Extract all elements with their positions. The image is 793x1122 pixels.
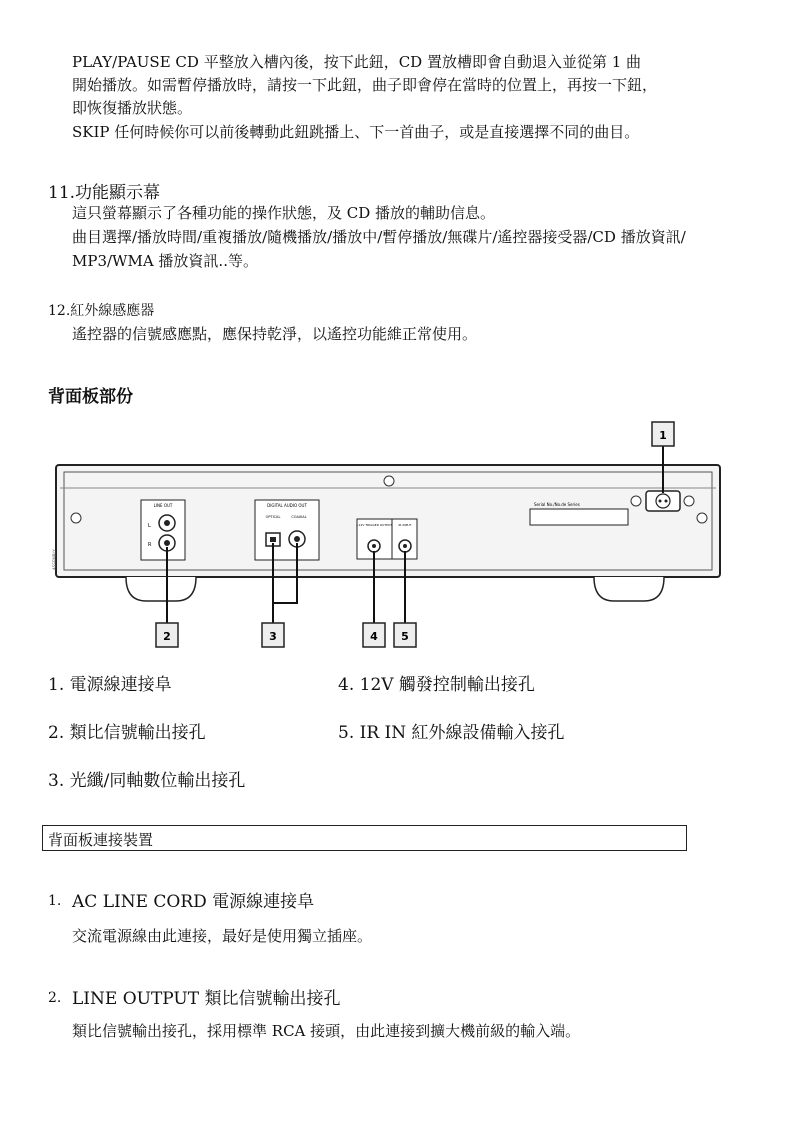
screw-icon xyxy=(384,476,394,486)
svg-text:OPTICAL: OPTICAL xyxy=(265,515,281,519)
svg-text:+12V TRIGGER OUTPUT: +12V TRIGGER OUTPUT xyxy=(356,523,392,527)
conn-item-1-desc: 交流電源線由此連接，最好是使用獨立插座。 xyxy=(72,927,373,945)
conn-item-2-number: 2. xyxy=(48,990,62,1006)
screw-icon xyxy=(631,496,641,506)
play-pause-line-2: 開始播放。如需暫停播放時，請按一下此鈕，曲子即會停在當時的位置上，再按一下鈕， xyxy=(72,76,658,94)
section-11-line-1: 這只螢幕顯示了各種功能的操作狀態，及 CD 播放的輔助信息。 xyxy=(72,204,496,222)
conn-item-1-title: AC LINE CORD 電源線連接阜 xyxy=(72,892,315,912)
conn-item-1-number: 1. xyxy=(48,893,62,909)
callout-4 xyxy=(363,623,385,647)
ac-inlet xyxy=(646,491,680,511)
section-11-heading: 11.功能顯示幕 xyxy=(48,183,161,203)
svg-text:L: L xyxy=(148,523,151,529)
right-foot xyxy=(594,577,664,601)
rear-panel-heading: 背面板部份 xyxy=(48,387,133,407)
play-pause-line-3: 即恢復播放狀態。 xyxy=(72,99,193,117)
callout-2 xyxy=(156,623,178,647)
screw-icon xyxy=(684,496,694,506)
line-out-panel xyxy=(141,500,185,560)
trigger-ir-panel xyxy=(356,519,417,559)
digital-out-label: DIGITAL AUDIO OUT xyxy=(267,503,307,508)
svg-text:COAXIAL: COAXIAL xyxy=(291,515,307,519)
part-item-2: 2. 類比信號輸出接孔 xyxy=(48,723,206,743)
svg-text:3: 3 xyxy=(269,630,277,643)
section-11-line-2: 曲目選擇/播放時間/重複播放/隨機播放/播放中/暫停播放/無碟片/遙控器接受器/CD 播放資訊/ xyxy=(72,228,686,246)
section-12-heading: 12.紅外線感應器 xyxy=(48,303,155,319)
rear-connections-box-title: 背面板連接裝置 xyxy=(42,825,687,851)
svg-text:5: 5 xyxy=(401,630,409,643)
part-item-5: 5. IR IN 紅外線設備輸入接孔 xyxy=(338,723,565,743)
svg-text:1: 1 xyxy=(659,429,667,442)
callout-3 xyxy=(262,623,284,647)
serial-plate xyxy=(530,509,628,525)
skip-line: SKIP 任何時候你可以前後轉動此鈕跳播上、下一首曲子，或是直接選擇不同的曲目。 xyxy=(72,123,640,141)
conn-item-2-desc: 類比信號輸出接孔，採用標準 RCA 接頭，由此連接到擴大機前級的輸入端。 xyxy=(72,1022,581,1040)
callout-1 xyxy=(652,422,674,446)
svg-text:4: 4 xyxy=(370,630,378,643)
section-11-line-3: MP3/WMA 播放資訊..等。 xyxy=(72,252,258,270)
svg-text:IR INPUT: IR INPUT xyxy=(398,523,412,527)
part-item-4: 4. 12V 觸發控制輸出接孔 xyxy=(338,675,535,695)
left-foot xyxy=(126,577,196,601)
part-item-3: 3. 光纖/同軸數位輸出接孔 xyxy=(48,771,246,791)
screw-icon xyxy=(697,513,707,523)
screw-icon xyxy=(71,513,81,523)
svg-text:2: 2 xyxy=(163,630,171,643)
conn-item-2-title: LINE OUTPUT 類比信號輸出接孔 xyxy=(72,989,341,1009)
svg-text:ASSEMBLY: ASSEMBLY xyxy=(52,549,57,570)
svg-text:R: R xyxy=(148,542,152,548)
section-12-line-1: 遙控器的信號感應點，應保持乾淨，以遙控功能維正常使用。 xyxy=(72,325,478,343)
play-pause-line-1: PLAY/PAUSE CD 平整放入槽內後，按下此鈕，CD 置放槽即會自動退入並從第 1 曲 xyxy=(72,53,642,71)
line-out-label: LINE OUT xyxy=(153,503,173,508)
callout-5 xyxy=(394,623,416,647)
svg-text:Serial No./No.de Series: Serial No./No.de Series xyxy=(534,502,580,507)
digital-out-panel xyxy=(255,500,319,560)
part-item-1: 1. 電源線連接阜 xyxy=(48,675,172,695)
rear-panel-diagram xyxy=(0,415,793,655)
